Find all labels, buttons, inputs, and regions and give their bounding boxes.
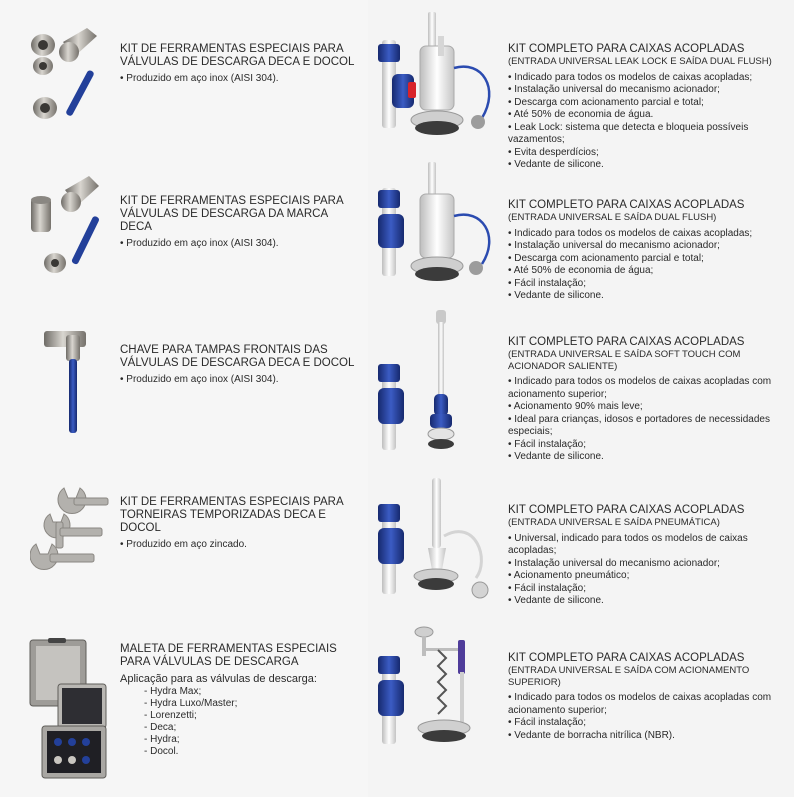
list-item: • Indicado para todos os modelos de caixas acopladas com acionamento superior; xyxy=(508,376,788,401)
list-item: • Indicado para todos os modelos de caixas acopladas; xyxy=(508,228,788,241)
item-title: KIT COMPLETO PARA CAIXAS ACOPLADAS xyxy=(508,504,745,516)
bullet-list xyxy=(508,533,788,608)
fill-valve-dual-flush-image xyxy=(372,10,502,140)
bullet-list xyxy=(508,228,788,303)
list-item: • Ideal para crianças, idosos e portadores de necessidades especiais; xyxy=(508,414,788,439)
list-item: • Acionamento 90% mais leve; xyxy=(508,401,788,414)
item-title: KIT DE FERRAMENTAS ESPECIAIS PARA VÁLVULAS DE DESCARGA DA MARCA DECA xyxy=(120,195,344,233)
fill-valve-top-actuation-image xyxy=(372,624,502,749)
list-item: - Hydra Max; xyxy=(144,686,360,698)
list-item: • Produzido em aço inox (AISI 304). xyxy=(120,73,360,86)
bullet-list xyxy=(120,539,360,552)
list-item: - Docol. xyxy=(144,746,360,758)
fill-valve-dual-flush-image xyxy=(372,160,502,285)
application-intro: Aplicação para as válvulas de descarga: xyxy=(120,673,317,685)
item-subtitle: (ENTRADA UNIVERSAL E SAÍDA DUAL FLUSH) xyxy=(508,212,717,223)
list-item: • Indicado para todos os modelos de caixas acopladas; xyxy=(508,72,788,85)
list-item: - Lorenzetti; xyxy=(144,710,360,722)
tool-kit-image xyxy=(25,22,110,127)
list-item: • Fácil instalação; xyxy=(508,278,788,291)
list-item: • Vedante de silicone. xyxy=(508,595,788,608)
item-subtitle: (ENTRADA UNIVERSAL E SAÍDA COM ACIONAMENTO SUPERIOR) xyxy=(508,665,750,688)
list-item: • Universal, indicado para todos os modelos de caixas acopladas; xyxy=(508,533,788,558)
list-item: • Acionamento pneumático; xyxy=(508,570,788,583)
item-title: MALETA DE FERRAMENTAS ESPECIAIS PARA VÁLVULAS DE DESCARGA xyxy=(120,643,337,668)
list-item: • Evita desperdícios; xyxy=(508,147,788,160)
list-item: • Vedante de silicone. xyxy=(508,451,788,464)
brand-list xyxy=(144,686,360,758)
list-item: • Até 50% de economia de água. xyxy=(508,109,788,122)
item-title: KIT DE FERRAMENTAS ESPECIAIS PARA TORNEIRAS TEMPORIZADAS DECA E DOCOL xyxy=(120,496,344,534)
bullet-list xyxy=(508,376,788,464)
fill-valve-soft-touch-image xyxy=(372,308,502,458)
list-item: • Produzido em aço inox (AISI 304). xyxy=(120,374,360,387)
bullet-list xyxy=(120,374,360,387)
item-title: KIT COMPLETO PARA CAIXAS ACOPLADAS xyxy=(508,43,745,55)
item-title: KIT COMPLETO PARA CAIXAS ACOPLADAS xyxy=(508,199,745,211)
list-item: • Vedante de silicone. xyxy=(508,159,788,172)
item-subtitle: (ENTRADA UNIVERSAL LEAK LOCK E SAÍDA DUAL FLUSH) xyxy=(508,56,772,67)
bullet-list xyxy=(508,692,788,742)
list-item: • Leak Lock: sistema que detecta e bloqueia possíveis vazamentos; xyxy=(508,122,788,147)
list-item: • Descarga com acionamento parcial e total; xyxy=(508,253,788,266)
spanner-wrenches-image xyxy=(30,484,110,589)
bullet-list xyxy=(120,73,360,86)
list-item: • Fácil instalação; xyxy=(508,717,788,730)
list-item: • Produzido em aço zincado. xyxy=(120,539,360,552)
front-cover-key-image xyxy=(40,325,95,437)
list-item: • Fácil instalação; xyxy=(508,583,788,596)
list-item: • Indicado para todos os modelos de caixas acopladas com acionamento superior; xyxy=(508,692,788,717)
bullet-list xyxy=(120,238,360,251)
fill-valve-pneumatic-image xyxy=(372,474,502,604)
list-item: - Hydra; xyxy=(144,734,360,746)
list-item: • Fácil instalação; xyxy=(508,439,788,452)
item-title: KIT COMPLETO PARA CAIXAS ACOPLADAS xyxy=(508,652,745,664)
tool-case-image xyxy=(28,636,110,786)
item-title: KIT DE FERRAMENTAS ESPECIAIS PARA VÁLVULAS DE DESCARGA DECA E DOCOL xyxy=(120,43,355,68)
item-subtitle: (ENTRADA UNIVERSAL E SAÍDA PNEUMÁTICA) xyxy=(508,517,720,528)
item-subtitle: (ENTRADA UNIVERSAL E SAÍDA SOFT TOUCH COM ACIONADOR SALIENTE) xyxy=(508,349,741,372)
bullet-list xyxy=(508,72,788,172)
list-item: • Vedante de silicone. xyxy=(508,290,788,303)
list-item: • Até 50% de economia de água; xyxy=(508,265,788,278)
list-item: • Instalação universal do mecanismo acionador; xyxy=(508,240,788,253)
list-item: • Instalação universal do mecanismo acionador; xyxy=(508,84,788,97)
list-item: • Produzido em aço inox (AISI 304). xyxy=(120,238,360,251)
item-title: KIT COMPLETO PARA CAIXAS ACOPLADAS xyxy=(508,336,745,348)
list-item: • Vedante de borracha nitrílica (NBR). xyxy=(508,730,788,743)
list-item: - Deca; xyxy=(144,722,360,734)
list-item: • Instalação universal do mecanismo acionador; xyxy=(508,558,788,571)
tool-kit-image xyxy=(25,170,110,280)
item-title: CHAVE PARA TAMPAS FRONTAIS DAS VÁLVULAS DE DESCARGA DECA E DOCOL xyxy=(120,344,355,369)
list-item: - Hydra Luxo/Master; xyxy=(144,698,360,710)
list-item: • Descarga com acionamento parcial e total; xyxy=(508,97,788,110)
